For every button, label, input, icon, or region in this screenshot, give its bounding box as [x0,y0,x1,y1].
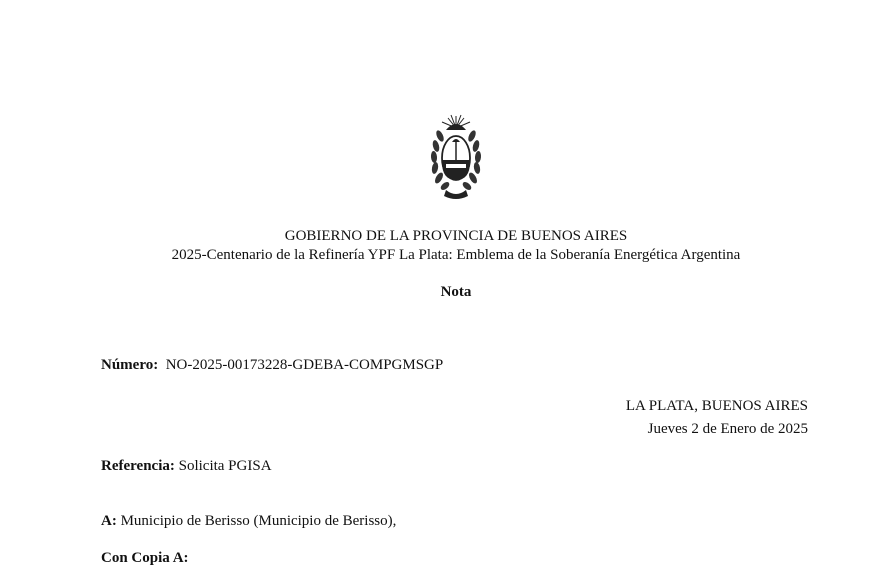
recipient-field [101,513,396,530]
recipient-label: A: [101,513,117,529]
coat-of-arms-icon [424,110,488,202]
year-motto: 2025-Centenario de la Refinería YPF La Plata: Emblema de la Soberanía Energética Argentina [171,247,741,263]
referencia-label: Referencia: [101,458,175,474]
numero-label: Número: [101,357,159,373]
recipient-value: Municipio de Berisso (Municipio de Berisso), [120,513,397,529]
numero-field [101,357,443,374]
cc-field [101,550,189,567]
referencia-field [101,458,272,475]
government-title: GOBIERNO DE LA PROVINCIA DE BUENOS AIRES [284,228,628,244]
date: Jueves 2 de Enero de 2025 [647,421,808,437]
referencia-value: Solicita PGISA [178,458,272,474]
cc-label: Con Copia A: [101,550,189,566]
document-type: Nota [440,284,472,300]
numero-value: NO-2025-00173228-GDEBA-COMPGMSGP [165,357,444,373]
place: LA PLATA, BUENOS AIRES [625,398,808,414]
